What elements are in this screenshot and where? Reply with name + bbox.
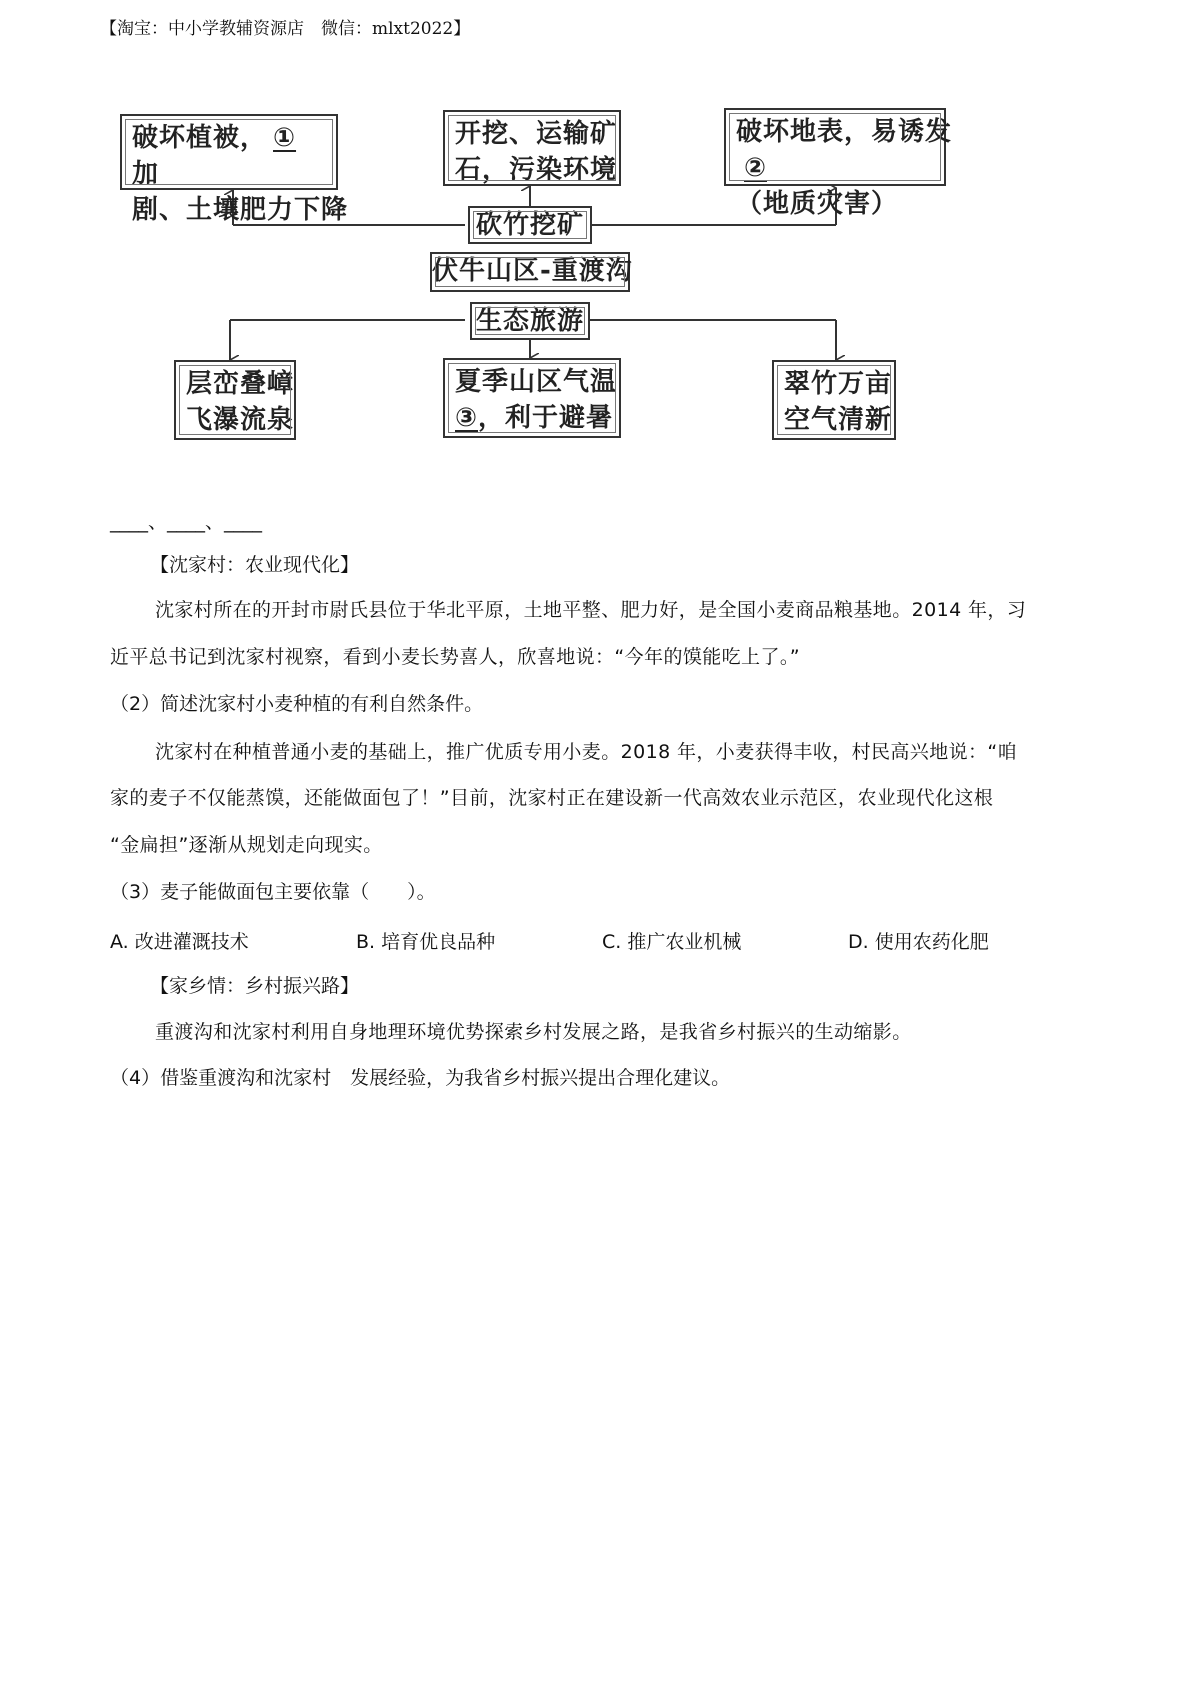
question-2: （2）简述沈家村小麦种植的有利自然条件。 [110,693,484,715]
box-text: 剧、土壤肥力下降 [132,195,349,225]
question-4: （4）借鉴重渡沟和沈家村 发展经验，为我省乡村振兴提出合理化建议。 [110,1067,731,1089]
page-header: 【淘宝：中小学教辅资源店 微信：mlxt2022】 [100,19,471,39]
box-center-top [468,206,592,244]
box-text: 生态旅游 [475,306,584,336]
box-center-mid [430,252,633,292]
paragraph-2-line-2: 家的麦子不仅能蒸馍，还能做面包了！”目前，沈家村正在建设新一代高效农业示范区，农业现代化这根 [110,787,994,809]
section-title-2: 【家乡情：乡村振兴路】 [150,975,360,997]
blank-1: ① [273,123,297,153]
question-3: （3）麦子能做面包主要依靠（ ）。 [110,881,436,903]
box-text: 加 [132,159,160,189]
box-text: ，利于避暑 [478,403,614,433]
box-text: 翠竹万亩 [784,369,893,399]
box-text: 飞瀑流泉 [186,405,295,435]
flow-diagram [0,0,1200,460]
option-c: C. 推广农业机械 [602,931,742,953]
box-text: 夏季山区气温 [455,367,618,397]
box-center-bot [470,302,590,340]
answer-blanks: ____、____、____ [110,511,263,533]
box-bot-left [174,360,296,440]
option-d: D. 使用农药化肥 [848,931,989,953]
box-text: 伏牛山区-重渡沟 [432,256,633,286]
blank-3: ③ [455,403,479,433]
blank-2: ② [744,153,768,183]
paragraph-1-line-1: 沈家村所在的开封市尉氏县位于华北平原，土地平整、肥力好，是全国小麦商品粮基地。2014 年，习 [155,599,1027,621]
box-text: 层峦叠嶂 [186,369,295,399]
option-a: A. 改进灌溉技术 [110,931,249,953]
box-top-mid [443,110,621,186]
paragraph-2-line-1: 沈家村在种植普通小麦的基础上，推广优质专用小麦。2018 年，小麦获得丰收，村民高兴地说：“咱 [155,741,1018,763]
paragraph-2-line-3: “金扁担”逐渐从规划走向现实。 [110,834,383,856]
box-bot-right [772,360,896,440]
section-title-1: 【沈家村：农业现代化】 [150,554,360,576]
box-bot-mid [443,358,621,438]
box-text: 破坏植被， [132,123,268,153]
paragraph-3: 重渡沟和沈家村利用自身地理环境优势探索乡村发展之路，是我省乡村振兴的生动缩影。 [155,1021,912,1043]
box-text: 空气清新 [784,405,893,435]
option-b: B. 培育优良品种 [356,931,496,953]
box-text: 破坏地表，易诱发 [736,117,953,147]
box-text: （地质灾害） [736,189,899,219]
box-text: 砍竹挖矿 [475,210,584,240]
box-top-left [120,114,349,225]
box-text: 开挖、运输矿 [455,119,618,149]
paragraph-1-line-2: 近平总书记到沈家村视察，看到小麦长势喜人，欣喜地说：“今年的馍能吃上了。” [110,646,800,668]
box-top-right [724,108,953,219]
box-text: 石，污染环境 [455,155,618,185]
